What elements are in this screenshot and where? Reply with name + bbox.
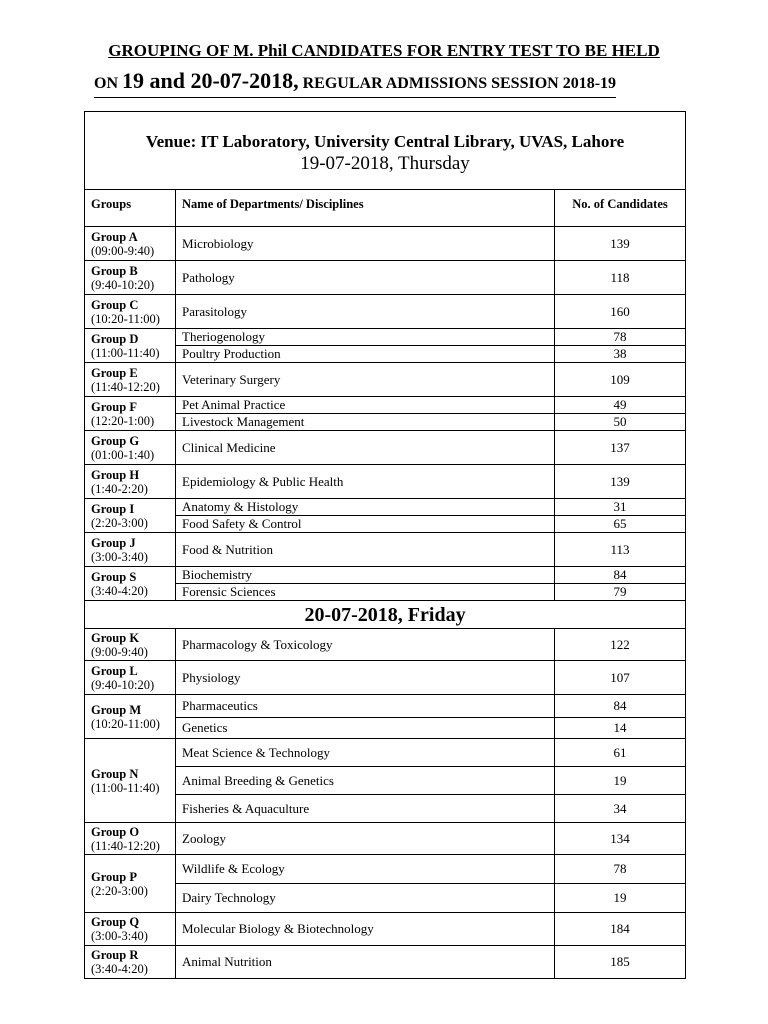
department-name: Fisheries & Aquaculture	[176, 795, 555, 823]
candidate-count: 34	[555, 795, 686, 823]
group-name: Group P	[91, 869, 137, 884]
group-cell	[85, 295, 176, 329]
group-cell	[85, 329, 176, 363]
department-name: Epidemiology & Public Health	[176, 465, 555, 499]
group-time: (11:00-11:40)	[91, 780, 160, 795]
department-name: Pharmaceutics	[176, 695, 555, 718]
table-row	[85, 295, 686, 329]
candidate-count: 31	[555, 499, 686, 516]
group-cell	[85, 913, 176, 946]
group-time: (10:20-11:00)	[91, 716, 160, 731]
group-time: (09:00-9:40)	[91, 243, 155, 258]
table-row	[85, 884, 686, 913]
venue-row	[85, 112, 686, 190]
department-name: Genetics	[176, 718, 555, 739]
candidate-count: 184	[555, 913, 686, 946]
candidate-count: 137	[555, 431, 686, 465]
department-name: Microbiology	[176, 227, 555, 261]
group-name: Group A	[91, 229, 138, 244]
group-name: Group R	[91, 948, 139, 962]
department-name: Animal Breeding & Genetics	[176, 767, 555, 795]
table-row	[85, 363, 686, 397]
table-row	[85, 795, 686, 823]
department-name: Animal Nutrition	[176, 946, 555, 979]
group-name: Group L	[91, 663, 138, 678]
table-row	[85, 227, 686, 261]
table-row	[85, 346, 686, 363]
table-row	[85, 695, 686, 718]
document-subtitle	[94, 68, 616, 98]
group-time: (1:40-2:20)	[91, 481, 148, 496]
department-name: Pet Animal Practice	[176, 397, 555, 414]
candidate-count: 134	[555, 823, 686, 855]
group-name: Group S	[91, 569, 137, 584]
candidate-count: 118	[555, 261, 686, 295]
schedule-table	[84, 111, 686, 979]
candidate-count: 109	[555, 363, 686, 397]
group-name: Group E	[91, 365, 138, 380]
candidate-count: 160	[555, 295, 686, 329]
group-name: Group F	[91, 399, 137, 414]
department-name: Clinical Medicine	[176, 431, 555, 465]
title-dates: 19 and 20-07-2018,	[122, 68, 299, 93]
header-candidates: No. of Candidates	[555, 190, 686, 227]
group-time: (9:40-10:20)	[91, 677, 155, 692]
group-time: (3:40-4:20)	[91, 583, 148, 598]
candidate-count: 139	[555, 227, 686, 261]
candidate-count: 79	[555, 584, 686, 601]
candidate-count: 19	[555, 767, 686, 795]
group-cell	[85, 629, 176, 661]
table-row	[85, 913, 686, 946]
department-name: Molecular Biology & Biotechnology	[176, 913, 555, 946]
group-cell	[85, 823, 176, 855]
group-cell	[85, 661, 176, 695]
title-on: ON	[94, 75, 122, 92]
group-cell	[85, 567, 176, 601]
group-cell	[85, 465, 176, 499]
group-cell	[85, 431, 176, 465]
group-name: Group H	[91, 467, 140, 482]
department-name: Wildlife & Ecology	[176, 855, 555, 884]
table-row	[85, 823, 686, 855]
group-time: (9:00-9:40)	[91, 644, 148, 659]
candidate-count: 122	[555, 629, 686, 661]
document-title	[0, 40, 768, 62]
title-line-1: GROUPING OF M. Phil CANDIDATES FOR ENTRY TEST TO BE HELD	[108, 41, 660, 60]
group-name: Group O	[91, 824, 140, 839]
table-row	[85, 431, 686, 465]
group-name: Group I	[91, 501, 135, 516]
table-row	[85, 499, 686, 516]
candidate-count: 38	[555, 346, 686, 363]
department-name: Poultry Production	[176, 346, 555, 363]
table-row	[85, 767, 686, 795]
department-name: Meat Science & Technology	[176, 739, 555, 767]
department-name: Anatomy & Histology	[176, 499, 555, 516]
group-time: (3:00-3:40)	[91, 549, 148, 564]
department-name: Dairy Technology	[176, 884, 555, 913]
title-session: REGULAR ADMISSIONS SESSION 2018-19	[298, 75, 617, 92]
department-name: Zoology	[176, 823, 555, 855]
group-time: (01:00-1:40)	[91, 447, 155, 462]
group-time: (11:40-12:20)	[91, 838, 160, 853]
table-row	[85, 533, 686, 567]
group-cell	[85, 363, 176, 397]
candidate-count: 185	[555, 946, 686, 979]
group-cell	[85, 261, 176, 295]
candidate-count: 19	[555, 884, 686, 913]
table-row	[85, 946, 686, 979]
department-name: Veterinary Surgery	[176, 363, 555, 397]
group-cell	[85, 739, 176, 823]
table-row	[85, 329, 686, 346]
group-name: Group K	[91, 630, 140, 645]
department-name: Theriogenology	[176, 329, 555, 346]
header-groups: Groups	[85, 190, 176, 227]
header-departments: Name of Departments/ Disciplines	[176, 190, 555, 227]
department-name: Pathology	[176, 261, 555, 295]
group-name: Group N	[91, 766, 139, 781]
group-name: Group G	[91, 433, 140, 448]
candidate-count: 107	[555, 661, 686, 695]
group-time: (2:20-3:00)	[91, 883, 148, 898]
table-row	[85, 629, 686, 661]
group-time: (10:20-11:00)	[91, 311, 160, 326]
table-row	[85, 414, 686, 431]
group-time: (9:40-10:20)	[91, 277, 155, 292]
candidate-count: 14	[555, 718, 686, 739]
group-time: (3:40-4:20)	[91, 962, 148, 976]
table-row	[85, 661, 686, 695]
group-name: Group D	[91, 331, 139, 346]
table-row	[85, 718, 686, 739]
table-row	[85, 584, 686, 601]
department-name: Livestock Management	[176, 414, 555, 431]
department-name: Pharmacology & Toxicology	[176, 629, 555, 661]
venue-text: Venue: IT Laboratory, University Central Library, UVAS, Lahore	[145, 131, 625, 151]
group-cell	[85, 695, 176, 739]
group-time: (3:00-3:40)	[91, 929, 148, 943]
department-name: Biochemistry	[176, 567, 555, 584]
department-name: Physiology	[176, 661, 555, 695]
table-row	[85, 855, 686, 884]
table-row	[85, 739, 686, 767]
candidate-count: 49	[555, 397, 686, 414]
department-name: Forensic Sciences	[176, 584, 555, 601]
group-name: Group C	[91, 297, 139, 312]
friday-date: 20-07-2018, Friday	[85, 601, 686, 629]
candidate-count: 78	[555, 329, 686, 346]
group-cell	[85, 855, 176, 913]
table-row	[85, 516, 686, 533]
group-cell	[85, 499, 176, 533]
group-time: (11:00-11:40)	[91, 345, 160, 360]
thursday-date: 19-07-2018, Thursday	[300, 152, 470, 174]
department-name: Food & Nutrition	[176, 533, 555, 567]
group-name: Group J	[91, 535, 136, 550]
group-cell	[85, 227, 176, 261]
group-cell	[85, 533, 176, 567]
candidate-count: 78	[555, 855, 686, 884]
candidate-count: 50	[555, 414, 686, 431]
candidate-count: 61	[555, 739, 686, 767]
candidate-count: 84	[555, 567, 686, 584]
table-row	[85, 567, 686, 584]
group-name: Group M	[91, 702, 142, 717]
group-cell	[85, 946, 176, 979]
table-row	[85, 261, 686, 295]
department-name: Food Safety & Control	[176, 516, 555, 533]
friday-row	[85, 601, 686, 629]
group-time: (11:40-12:20)	[91, 379, 160, 394]
candidate-count: 139	[555, 465, 686, 499]
table-row	[85, 397, 686, 414]
department-name: Parasitology	[176, 295, 555, 329]
group-time: (2:20-3:00)	[91, 515, 148, 530]
candidate-count: 84	[555, 695, 686, 718]
table-row	[85, 465, 686, 499]
header-row	[85, 190, 686, 227]
candidate-count: 65	[555, 516, 686, 533]
group-name: Group B	[91, 263, 138, 278]
candidate-count: 113	[555, 533, 686, 567]
group-cell	[85, 397, 176, 431]
group-time: (12:20-1:00)	[91, 413, 155, 428]
group-name: Group Q	[91, 915, 140, 929]
